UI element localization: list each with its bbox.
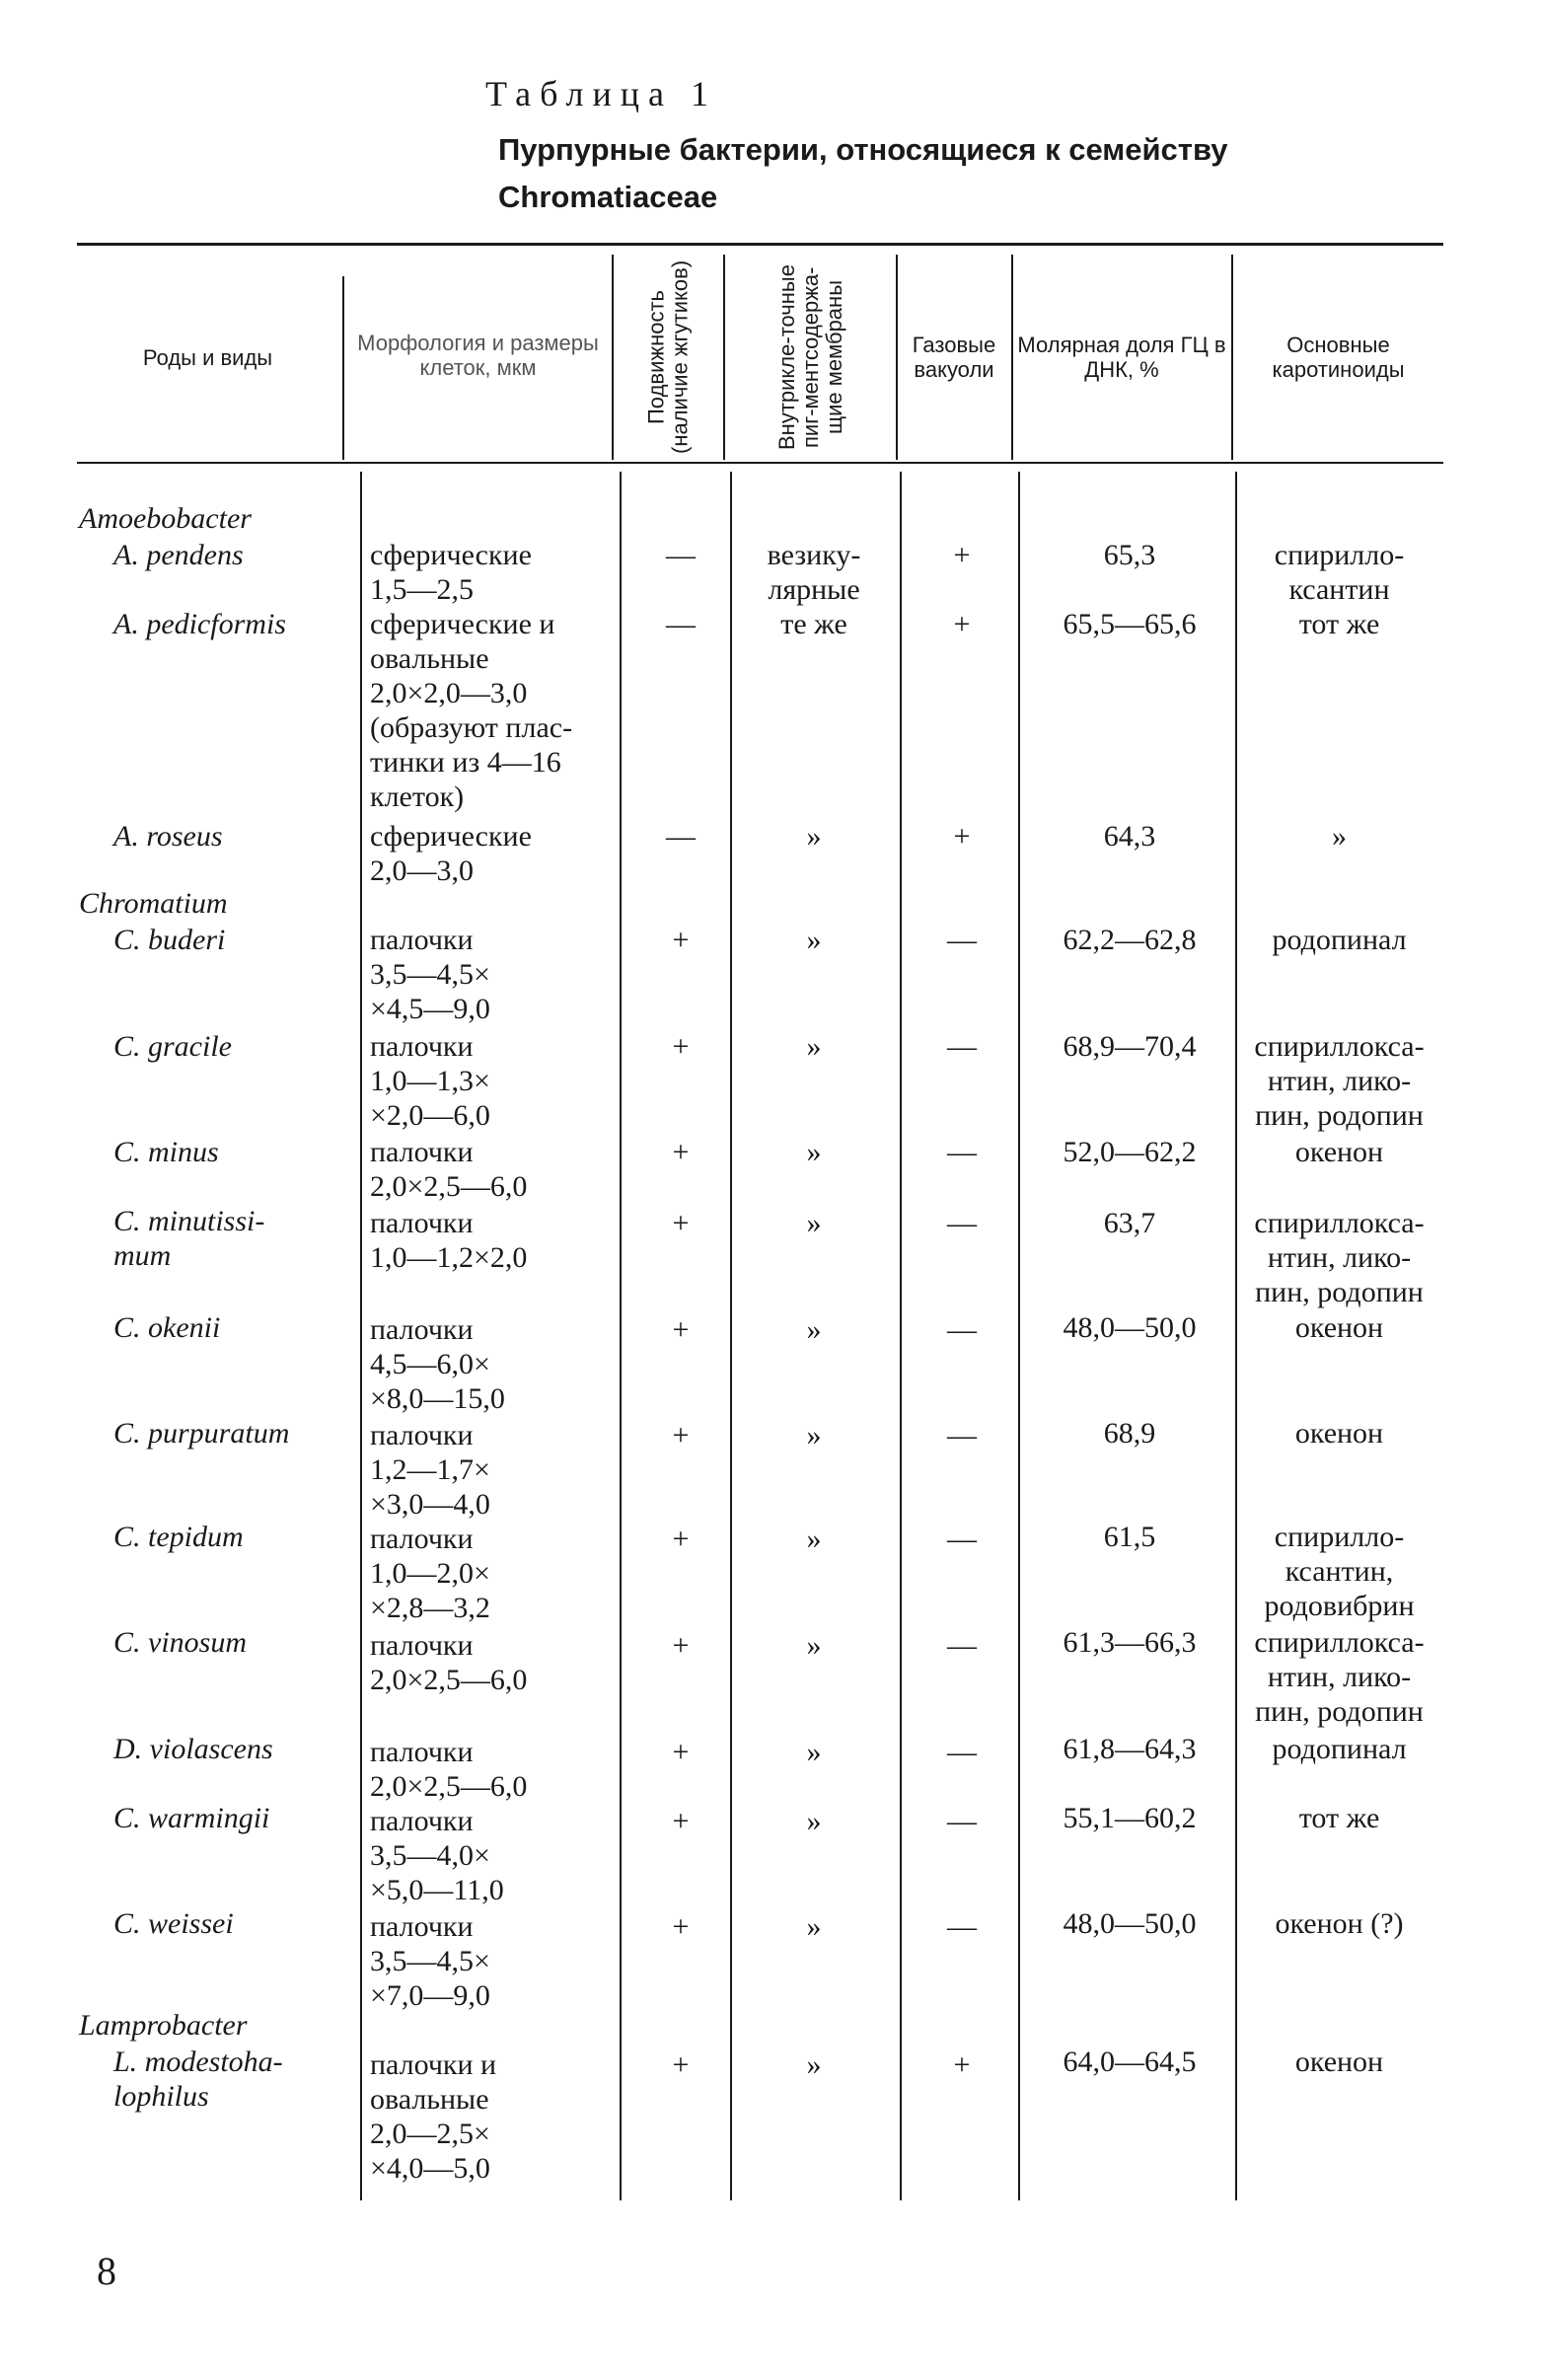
- membranes-cell: везику- лярные: [767, 539, 861, 606]
- motility-cell: —: [666, 608, 696, 640]
- membranes-cell: »: [806, 2048, 822, 2081]
- table-header-rule: [77, 462, 1443, 464]
- species-name: C. vinosum: [113, 1626, 247, 1659]
- gc-content-cell: 65,3: [1103, 539, 1156, 571]
- morphology-cell: палочки 2,0×2,5—6,0: [370, 1629, 528, 1696]
- header-motility: Подвижность (наличие жгутиков): [643, 260, 693, 455]
- gas-vacuoles-cell: +: [953, 539, 971, 571]
- carotenoids-cell: окенон (?): [1275, 1907, 1404, 1940]
- species-name: A. pedicformis: [113, 608, 286, 640]
- gc-content-cell: 61,3—66,3: [1063, 1626, 1197, 1659]
- carotenoids-cell: »: [1332, 820, 1347, 853]
- table-caption-label: Таблица 1: [485, 74, 717, 113]
- gas-vacuoles-cell: —: [947, 1136, 977, 1168]
- gas-vacuoles-cell: —: [947, 1910, 977, 1943]
- motility-cell: +: [672, 924, 690, 956]
- header-divider: [342, 276, 344, 460]
- header-morphology: Морфология и размеры клеток, мкм: [357, 331, 599, 380]
- morphology-cell: сферические и овальные 2,0×2,0—3,0 (образуют плас- тинки из 4—16 клеток): [370, 608, 573, 813]
- membranes-cell: »: [806, 1523, 822, 1555]
- table-top-rule: [77, 243, 1443, 246]
- membranes-cell: »: [806, 1736, 822, 1768]
- species-name: C. weissei: [113, 1907, 234, 1940]
- morphology-cell: сферические 2,0—3,0: [370, 820, 532, 887]
- membranes-cell: »: [806, 1313, 822, 1346]
- page-number: 8: [97, 2249, 116, 2293]
- motility-cell: +: [672, 1736, 690, 1768]
- gas-vacuoles-cell: +: [953, 820, 971, 853]
- gas-vacuoles-cell: —: [947, 1523, 977, 1555]
- morphology-cell: палочки 2,0×2,5—6,0: [370, 1736, 528, 1803]
- carotenoids-cell: спириллокса- нтин, лико- пин, родопин: [1254, 1030, 1425, 1132]
- motility-cell: —: [666, 539, 696, 571]
- motility-cell: +: [672, 1136, 690, 1168]
- motility-cell: +: [672, 1629, 690, 1662]
- header-species: Роды и виды: [142, 345, 273, 370]
- membranes-cell: »: [806, 1419, 822, 1451]
- morphology-cell: палочки 2,0×2,5—6,0: [370, 1136, 528, 1203]
- gc-content-cell: 63,7: [1103, 1207, 1156, 1239]
- header-gas-vacuoles: Газовые вакуоли: [912, 333, 996, 382]
- gas-vacuoles-cell: —: [947, 1805, 977, 1837]
- motility-cell: +: [672, 1419, 690, 1451]
- gc-content-cell: 48,0—50,0: [1063, 1907, 1197, 1940]
- header-carotenoids: Основные каротиноиды: [1272, 333, 1405, 382]
- species-name: A. roseus: [113, 820, 223, 853]
- gc-content-cell: 64,0—64,5: [1063, 2045, 1197, 2078]
- morphology-cell: палочки 1,0—1,2×2,0: [370, 1207, 528, 1274]
- gc-content-cell: 61,5: [1103, 1521, 1156, 1553]
- species-name: C. tepidum: [113, 1521, 244, 1553]
- species-name: L. modestoha- lophilus: [113, 2045, 283, 2113]
- morphology-cell: палочки и овальные 2,0—2,5× ×4,0—5,0: [370, 2048, 497, 2185]
- species-name: D. violascens: [113, 1733, 273, 1765]
- species-name: A. pendens: [113, 539, 244, 571]
- table-title: Пурпурные бактерии, относящиеся к семейству Chromatiaceae: [498, 132, 1228, 214]
- motility-cell: +: [672, 1805, 690, 1837]
- genus-label: Amoebobacter: [79, 502, 252, 535]
- motility-cell: —: [666, 820, 696, 853]
- motility-cell: +: [672, 1313, 690, 1346]
- gas-vacuoles-cell: —: [947, 1030, 977, 1063]
- morphology-cell: палочки 4,5—6,0× ×8,0—15,0: [370, 1313, 505, 1415]
- species-name: C. minutissi- mum: [113, 1205, 265, 1272]
- membranes-cell: »: [806, 1136, 822, 1168]
- species-name: C. purpuratum: [113, 1417, 290, 1450]
- gc-content-cell: 68,9: [1103, 1417, 1156, 1450]
- motility-cell: +: [672, 1207, 690, 1239]
- carotenoids-cell: тот же: [1298, 608, 1380, 640]
- gas-vacuoles-cell: +: [953, 2048, 971, 2081]
- gas-vacuoles-cell: —: [947, 1313, 977, 1346]
- species-name: C. warmingii: [113, 1802, 270, 1834]
- membranes-cell: »: [806, 1910, 822, 1943]
- carotenoids-cell: окенон: [1294, 1417, 1384, 1450]
- gc-content-cell: 52,0—62,2: [1063, 1136, 1197, 1168]
- morphology-cell: палочки 1,0—1,3× ×2,0—6,0: [370, 1030, 490, 1132]
- gc-content-cell: 64,3: [1103, 820, 1156, 853]
- gas-vacuoles-cell: +: [953, 608, 971, 640]
- gas-vacuoles-cell: —: [947, 1736, 977, 1768]
- carotenoids-cell: родопинал: [1272, 924, 1407, 956]
- gc-content-cell: 62,2—62,8: [1063, 924, 1197, 956]
- gc-content-cell: 68,9—70,4: [1063, 1030, 1197, 1063]
- morphology-cell: палочки 1,0—2,0× ×2,8—3,2: [370, 1523, 490, 1624]
- membranes-cell: »: [806, 1805, 822, 1837]
- header-divider: [612, 255, 614, 460]
- morphology-cell: палочки 1,2—1,7× ×3,0—4,0: [370, 1419, 490, 1521]
- membranes-cell: те же: [780, 608, 847, 640]
- morphology-cell: палочки 3,5—4,5× ×4,5—9,0: [370, 924, 490, 1025]
- morphology-cell: палочки 3,5—4,0× ×5,0—11,0: [370, 1805, 504, 1906]
- carotenoids-cell: спирилло- ксантин: [1274, 539, 1405, 606]
- carotenoids-cell: спириллокса- нтин, лико- пин, родопин: [1254, 1626, 1425, 1728]
- carotenoids-cell: спирилло- ксантин, родовибрин: [1264, 1521, 1415, 1622]
- carotenoids-cell: родопинал: [1272, 1733, 1407, 1765]
- gas-vacuoles-cell: —: [947, 1629, 977, 1662]
- gas-vacuoles-cell: —: [947, 1207, 977, 1239]
- gas-vacuoles-cell: —: [947, 924, 977, 956]
- species-name: C. gracile: [113, 1030, 232, 1063]
- species-name: C. minus: [113, 1136, 219, 1168]
- membranes-cell: »: [806, 924, 822, 956]
- motility-cell: +: [672, 2048, 690, 2081]
- morphology-cell: палочки 3,5—4,5× ×7,0—9,0: [370, 1910, 490, 2012]
- motility-cell: +: [672, 1030, 690, 1063]
- motility-cell: +: [672, 1910, 690, 1943]
- carotenoids-cell: окенон: [1294, 1311, 1384, 1344]
- membranes-cell: »: [806, 1030, 822, 1063]
- carotenoids-cell: тот же: [1298, 1802, 1380, 1834]
- genus-label: Chromatium: [79, 887, 228, 920]
- gc-content-cell: 55,1—60,2: [1063, 1802, 1197, 1834]
- gc-content-cell: 61,8—64,3: [1063, 1733, 1197, 1765]
- morphology-cell: сферические 1,5—2,5: [370, 539, 532, 606]
- membranes-cell: »: [806, 1629, 822, 1662]
- carotenoids-cell: окенон: [1294, 2045, 1384, 2078]
- motility-cell: +: [672, 1523, 690, 1555]
- species-name: C. okenii: [113, 1311, 221, 1344]
- membranes-cell: »: [806, 820, 822, 853]
- gas-vacuoles-cell: —: [947, 1419, 977, 1451]
- carotenoids-cell: спириллокса- нтин, лико- пин, родопин: [1254, 1207, 1425, 1308]
- gc-content-cell: 48,0—50,0: [1063, 1311, 1197, 1344]
- genus-label: Lamprobacter: [79, 2009, 248, 2042]
- header-membranes: Внутрикле-точные пиг-ментсодержа-щие мембраны: [774, 264, 846, 450]
- membranes-cell: »: [806, 1207, 822, 1239]
- header-divider: [723, 255, 725, 460]
- header-gc-content: Молярная доля ГЦ в ДНК, %: [1017, 333, 1226, 382]
- gc-content-cell: 65,5—65,6: [1063, 608, 1197, 640]
- carotenoids-cell: окенон: [1294, 1136, 1384, 1168]
- species-name: C. buderi: [113, 924, 226, 956]
